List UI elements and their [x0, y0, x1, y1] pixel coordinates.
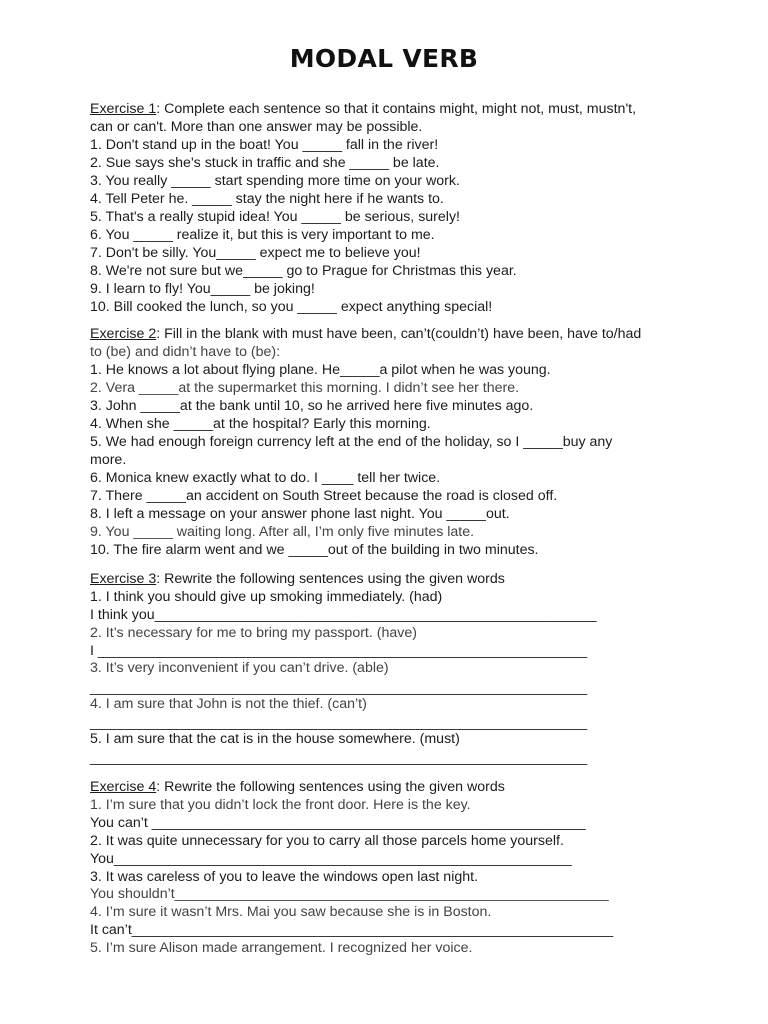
ex1-instruction-text: : Complete each sentence so that it contains might, might not, must, mustn't,: [156, 101, 637, 117]
ex1-instruction: [90, 101, 636, 118]
ex3-item: 2. It’s necessary for me to bring my passport. (have): [90, 625, 417, 641]
ex4-label: Exercise 4: [90, 779, 157, 795]
ex3-answer-line: _______________________________________________________________: [90, 715, 588, 731]
ex1-item: 2. Sue says she's stuck in traffic and she _____ be late.: [90, 155, 440, 171]
ex1-instruction-cont: can or can't. More than one answer may be possible.: [90, 119, 423, 135]
ex1-item: 7. Don't be silly. You_____ expect me to believe you!: [90, 245, 421, 261]
ex4-answer-line: You shouldn’t_______________________________________________________: [90, 886, 609, 902]
ex3-item: 1. I think you should give up smoking immediately. (had): [90, 589, 443, 605]
ex4-item: 3. It was careless of you to leave the windows open last night.: [90, 869, 479, 885]
ex4-answer-line: You can’t _______________________________________________________: [90, 815, 586, 831]
ex2-item: 1. He knows a lot about flying plane. He_____a pilot when he was young.: [90, 362, 551, 378]
ex4-item: 2. It was quite unnecessary for you to carry all those parcels home yourself.: [90, 833, 564, 849]
ex3-label: Exercise 3: [90, 571, 157, 587]
ex2-item: 5. We had enough foreign currency left at the end of the holiday, so I _____buy any: [90, 434, 613, 450]
ex3-item: 5. I am sure that the cat is in the house somewhere. (must): [90, 731, 460, 747]
ex3-answer-line: I ______________________________________________________________: [90, 643, 588, 659]
ex1-item: 5. That's a really stupid idea! You _____ be serious, surely!: [90, 209, 460, 225]
ex1-item: 3. You really _____ start spending more time on your work.: [90, 173, 460, 189]
ex3-answer-line: I think you________________________________________________________: [90, 607, 597, 623]
ex4-item: 4. I’m sure it wasn’t Mrs. Mai you saw because she is in Boston.: [90, 904, 492, 920]
ex2-item: 10. The fire alarm went and we _____out of the building in two minutes.: [90, 542, 539, 558]
ex3-item: 4. I am sure that John is not the thief. (can’t): [90, 696, 367, 712]
ex4-item: 5. I’m sure Alison made arrangement. I recognized her voice.: [90, 940, 473, 956]
ex1-item: 9. I learn to fly! You_____ be joking!: [90, 281, 315, 297]
ex2-label: Exercise 2: [90, 326, 157, 342]
ex2-item: 7. There _____an accident on South Street because the road is closed off.: [90, 488, 558, 504]
ex2-instruction: [90, 326, 641, 343]
ex2-item: 9. You _____ waiting long. After all, I’m only five minutes late.: [90, 524, 475, 540]
ex2-item: 8. I left a message on your answer phone last night. You _____out.: [90, 506, 510, 522]
ex4-item: 1. I’m sure that you didn’t lock the front door. Here is the key.: [90, 797, 471, 813]
ex3-answer-line: _______________________________________________________________: [90, 680, 588, 696]
ex1-item: 1. Don't stand up in the boat! You _____ fall in the river!: [90, 137, 439, 153]
ex3-instruction-text: : Rewrite the following sentences using the given words: [156, 571, 505, 587]
ex4-instruction-text: : Rewrite the following sentences using the given words: [156, 779, 505, 795]
ex2-item: 4. When she _____at the hospital? Early this morning.: [90, 416, 431, 432]
page-title: MODAL VERB: [289, 44, 479, 73]
ex1-label: Exercise 1: [90, 101, 157, 117]
ex4-answer-line: You__________________________________________________________: [90, 851, 572, 867]
ex2-item: 3. John _____at the bank until 10, so he arrived here five minutes ago.: [90, 398, 534, 414]
ex1-item: 8. We're not sure but we_____ go to Prague for Christmas this year.: [90, 263, 517, 279]
ex2-item: 2. Vera _____at the supermarket this morning. I didn’t see her there.: [90, 380, 520, 396]
ex2-instruction-cont: to (be) and didn’t have to (be):: [90, 344, 281, 360]
ex2-item: 6. Monica knew exactly what to do. I ____ tell her twice.: [90, 470, 441, 486]
ex1-item: 6. You _____ realize it, but this is very important to me.: [90, 227, 435, 243]
ex2-item: more.: [90, 452, 127, 468]
ex4-instruction: [90, 779, 505, 796]
ex3-answer-line: _______________________________________________________________: [90, 750, 588, 766]
ex2-instruction-text: : Fill in the blank with must have been, can’t(couldn’t) have been, have to/had: [156, 326, 642, 342]
ex1-item: 4. Tell Peter he. _____ stay the night here if he wants to.: [90, 191, 444, 207]
ex4-answer-line: It can’t_____________________________________________________________: [90, 922, 614, 938]
ex3-instruction: [90, 571, 505, 588]
ex1-item: 10. Bill cooked the lunch, so you _____ expect anything special!: [90, 299, 493, 315]
ex3-item: 3. It’s very inconvenient if you can’t drive. (able): [90, 660, 389, 676]
